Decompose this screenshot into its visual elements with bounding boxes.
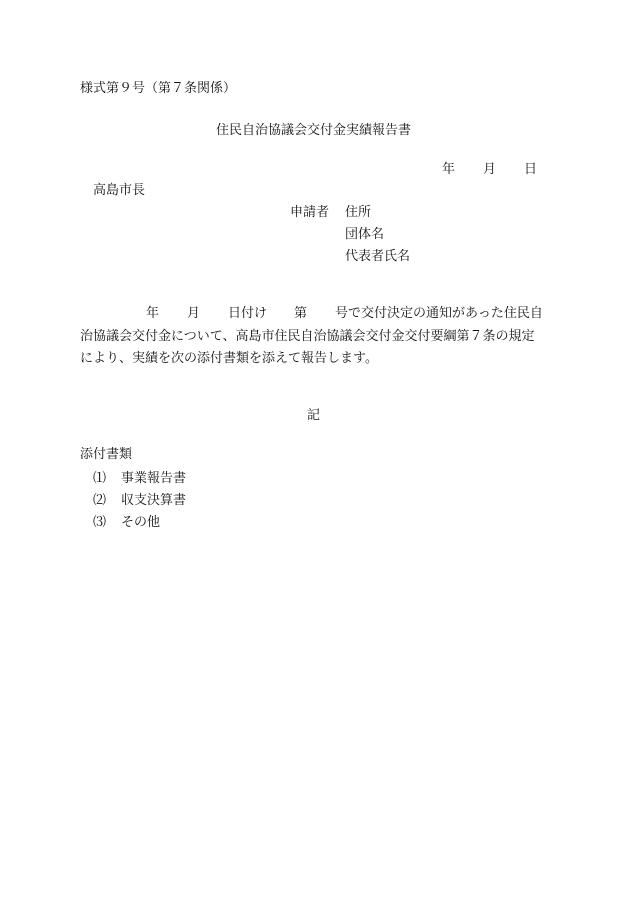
applicant-label: 申請者 xyxy=(290,205,330,220)
body-line-1-rest: 号で交付決定の通知があった住民自 xyxy=(335,306,543,321)
date-line xyxy=(0,163,630,179)
attachment-number: ⑶ xyxy=(93,515,107,530)
attachment-label: 収支決算書 xyxy=(121,493,187,508)
body-line-3: により、実績を次の添付書類を添えて報告します。 xyxy=(80,351,378,366)
attachment-label: その他 xyxy=(121,515,161,530)
date-day-label: 日 xyxy=(524,162,538,177)
attachment-label: 事業報告書 xyxy=(121,471,187,486)
body-line-2: 治協議会交付金について、高島市住民自治協議会交付金交付要綱第７条の規定 xyxy=(80,329,535,344)
attachment-item xyxy=(93,494,293,510)
body-year-label: 年 xyxy=(146,306,160,321)
attachments-heading: 添付書類 xyxy=(80,447,133,462)
applicant-address-label: 住所 xyxy=(345,205,372,220)
form-number: 様式第９号（第７条関係） xyxy=(80,81,237,96)
body-line-1 xyxy=(0,307,630,323)
applicant-representative-label: 代表者氏名 xyxy=(345,249,411,264)
document-title: 住民自治協議会交付金実績報告書 xyxy=(216,123,412,138)
date-month-label: 月 xyxy=(483,162,497,177)
date-year-label: 年 xyxy=(442,162,456,177)
body-month-label: 月 xyxy=(187,306,201,321)
attachment-item xyxy=(93,516,293,532)
attachment-item xyxy=(93,472,293,488)
ki-heading: 記 xyxy=(307,408,321,423)
attachment-number: ⑴ xyxy=(93,471,107,486)
body-dai-label: 第 xyxy=(294,306,308,321)
addressee: 高島市長 xyxy=(93,183,146,198)
attachment-number: ⑵ xyxy=(93,493,107,508)
applicant-group-label: 団体名 xyxy=(345,227,385,242)
body-day-label: 日付け xyxy=(228,306,268,321)
